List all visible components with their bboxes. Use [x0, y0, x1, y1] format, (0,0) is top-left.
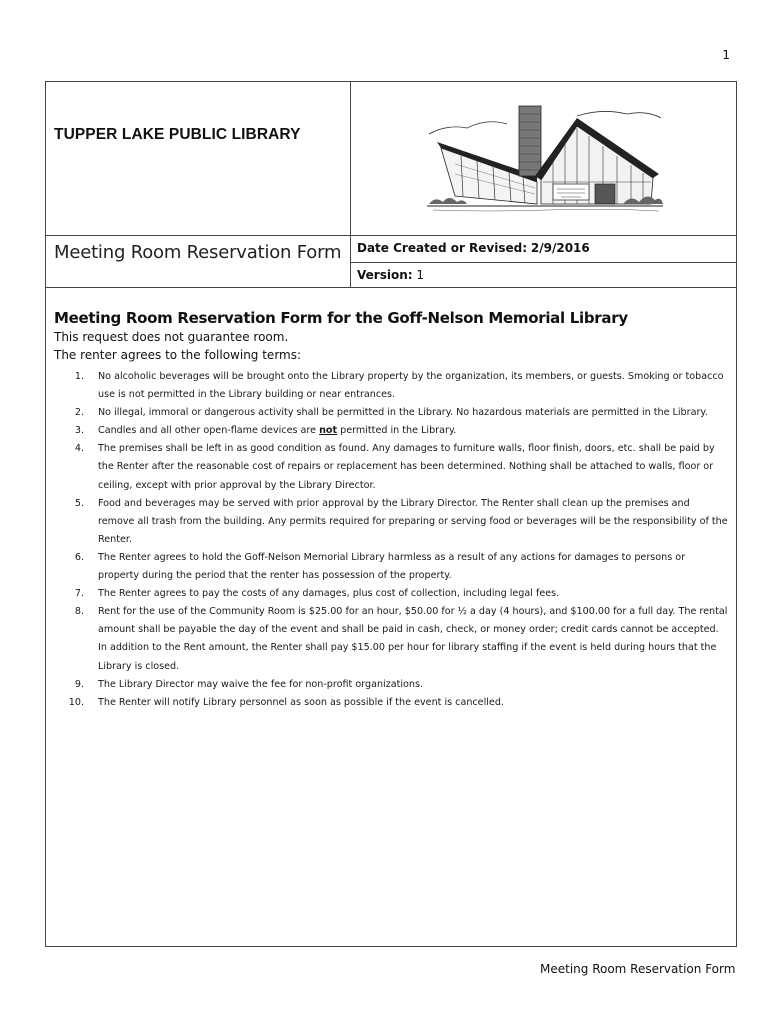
- library-building-illustration: [427, 104, 663, 214]
- section-title: Meeting Room Reservation Form for the Goff-Nelson Memorial Library: [54, 309, 628, 327]
- footer-form-name: Meeting Room Reservation Form: [540, 962, 736, 976]
- term-item: 10. The Renter will notify Library personnel as soon as possible if the event is cancelled.: [68, 696, 504, 708]
- form-frame: [45, 81, 737, 947]
- intro-terms-lead: The renter agrees to the following terms:: [54, 348, 302, 362]
- emphasis-not: not: [319, 425, 338, 437]
- term-item: 6. The Renter agrees to hold the Goff-Nelson Memorial Library harmless as a result of any actions for damages to persons or property during the period that the renter has possession of the property.: [74, 551, 686, 582]
- header-form-title-cell: [46, 236, 351, 288]
- intro-disclaimer: This request does not guarantee room.: [54, 330, 289, 344]
- date-value: 2/9/2016: [530, 241, 590, 255]
- date-label: Date Created or Revised:: [357, 241, 528, 255]
- term-item: 3. Candles and all other open-flame devices are not permitted in the Library.: [74, 425, 457, 437]
- header-date-cell: [351, 236, 736, 263]
- terms-list: [46, 368, 736, 712]
- term-item: 8. Rent for the use of the Community Room is $25.00 for an hour, $50.00 for ½ a day (4 hours), and $100.00 for a full day. The rental amount shall be payable the day of the event and shall be paid in cash, check, or money order; credit cards cannot be accepted. In addition to the Rent amount, the Renter shall pay $15.00 per hour for library staffing if the event is held during hours that the Library is closed.: [74, 606, 728, 672]
- term-item: 5. Food and beverages may be served with prior approval by the Library Director. The Renter shall clean up the premises and remove all trash from the building. Any permits required for preparing or serving food or beverages will be the responsibility of the Renter.: [74, 497, 728, 545]
- term-item: 7. The Renter agrees to pay the costs of any damages, plus cost of collection, including legal fees.: [74, 588, 560, 600]
- term-item: 9. The Library Director may waive the fee for non-profit organizations.: [74, 678, 424, 690]
- header-version-cell: [351, 263, 736, 288]
- library-name: TUPPER LAKE PUBLIC LIBRARY: [54, 126, 301, 143]
- version-value: 1: [416, 268, 424, 282]
- form-title: Meeting Room Reservation Form: [54, 242, 342, 263]
- version: [357, 268, 424, 282]
- date-revised: [357, 241, 590, 255]
- term-item: 2. No illegal, immoral or dangerous activity shall be permitted in the Library. No hazardous materials are permitted in the Library.: [74, 407, 708, 419]
- header-name-cell: [46, 82, 351, 236]
- term-item: 4. The premises shall be left in as good condition as found. Any damages to furniture walls, floor finish, doors, etc. shall be paid by the Renter after the reasonable cost of repairs or replacement has been determined. Nothing shall be attached to walls, floor or ceiling, except with prior approval by the Library Director.: [74, 443, 715, 491]
- page-number: 1: [722, 48, 730, 62]
- term-item: 1. No alcoholic beverages will be brought onto the Library property by the organization, its members, or guests. Smoking or tobacco use is not permitted in the Library building or near entrances.: [74, 371, 724, 401]
- version-label: Version:: [357, 268, 413, 282]
- header-logo-cell: [351, 82, 736, 236]
